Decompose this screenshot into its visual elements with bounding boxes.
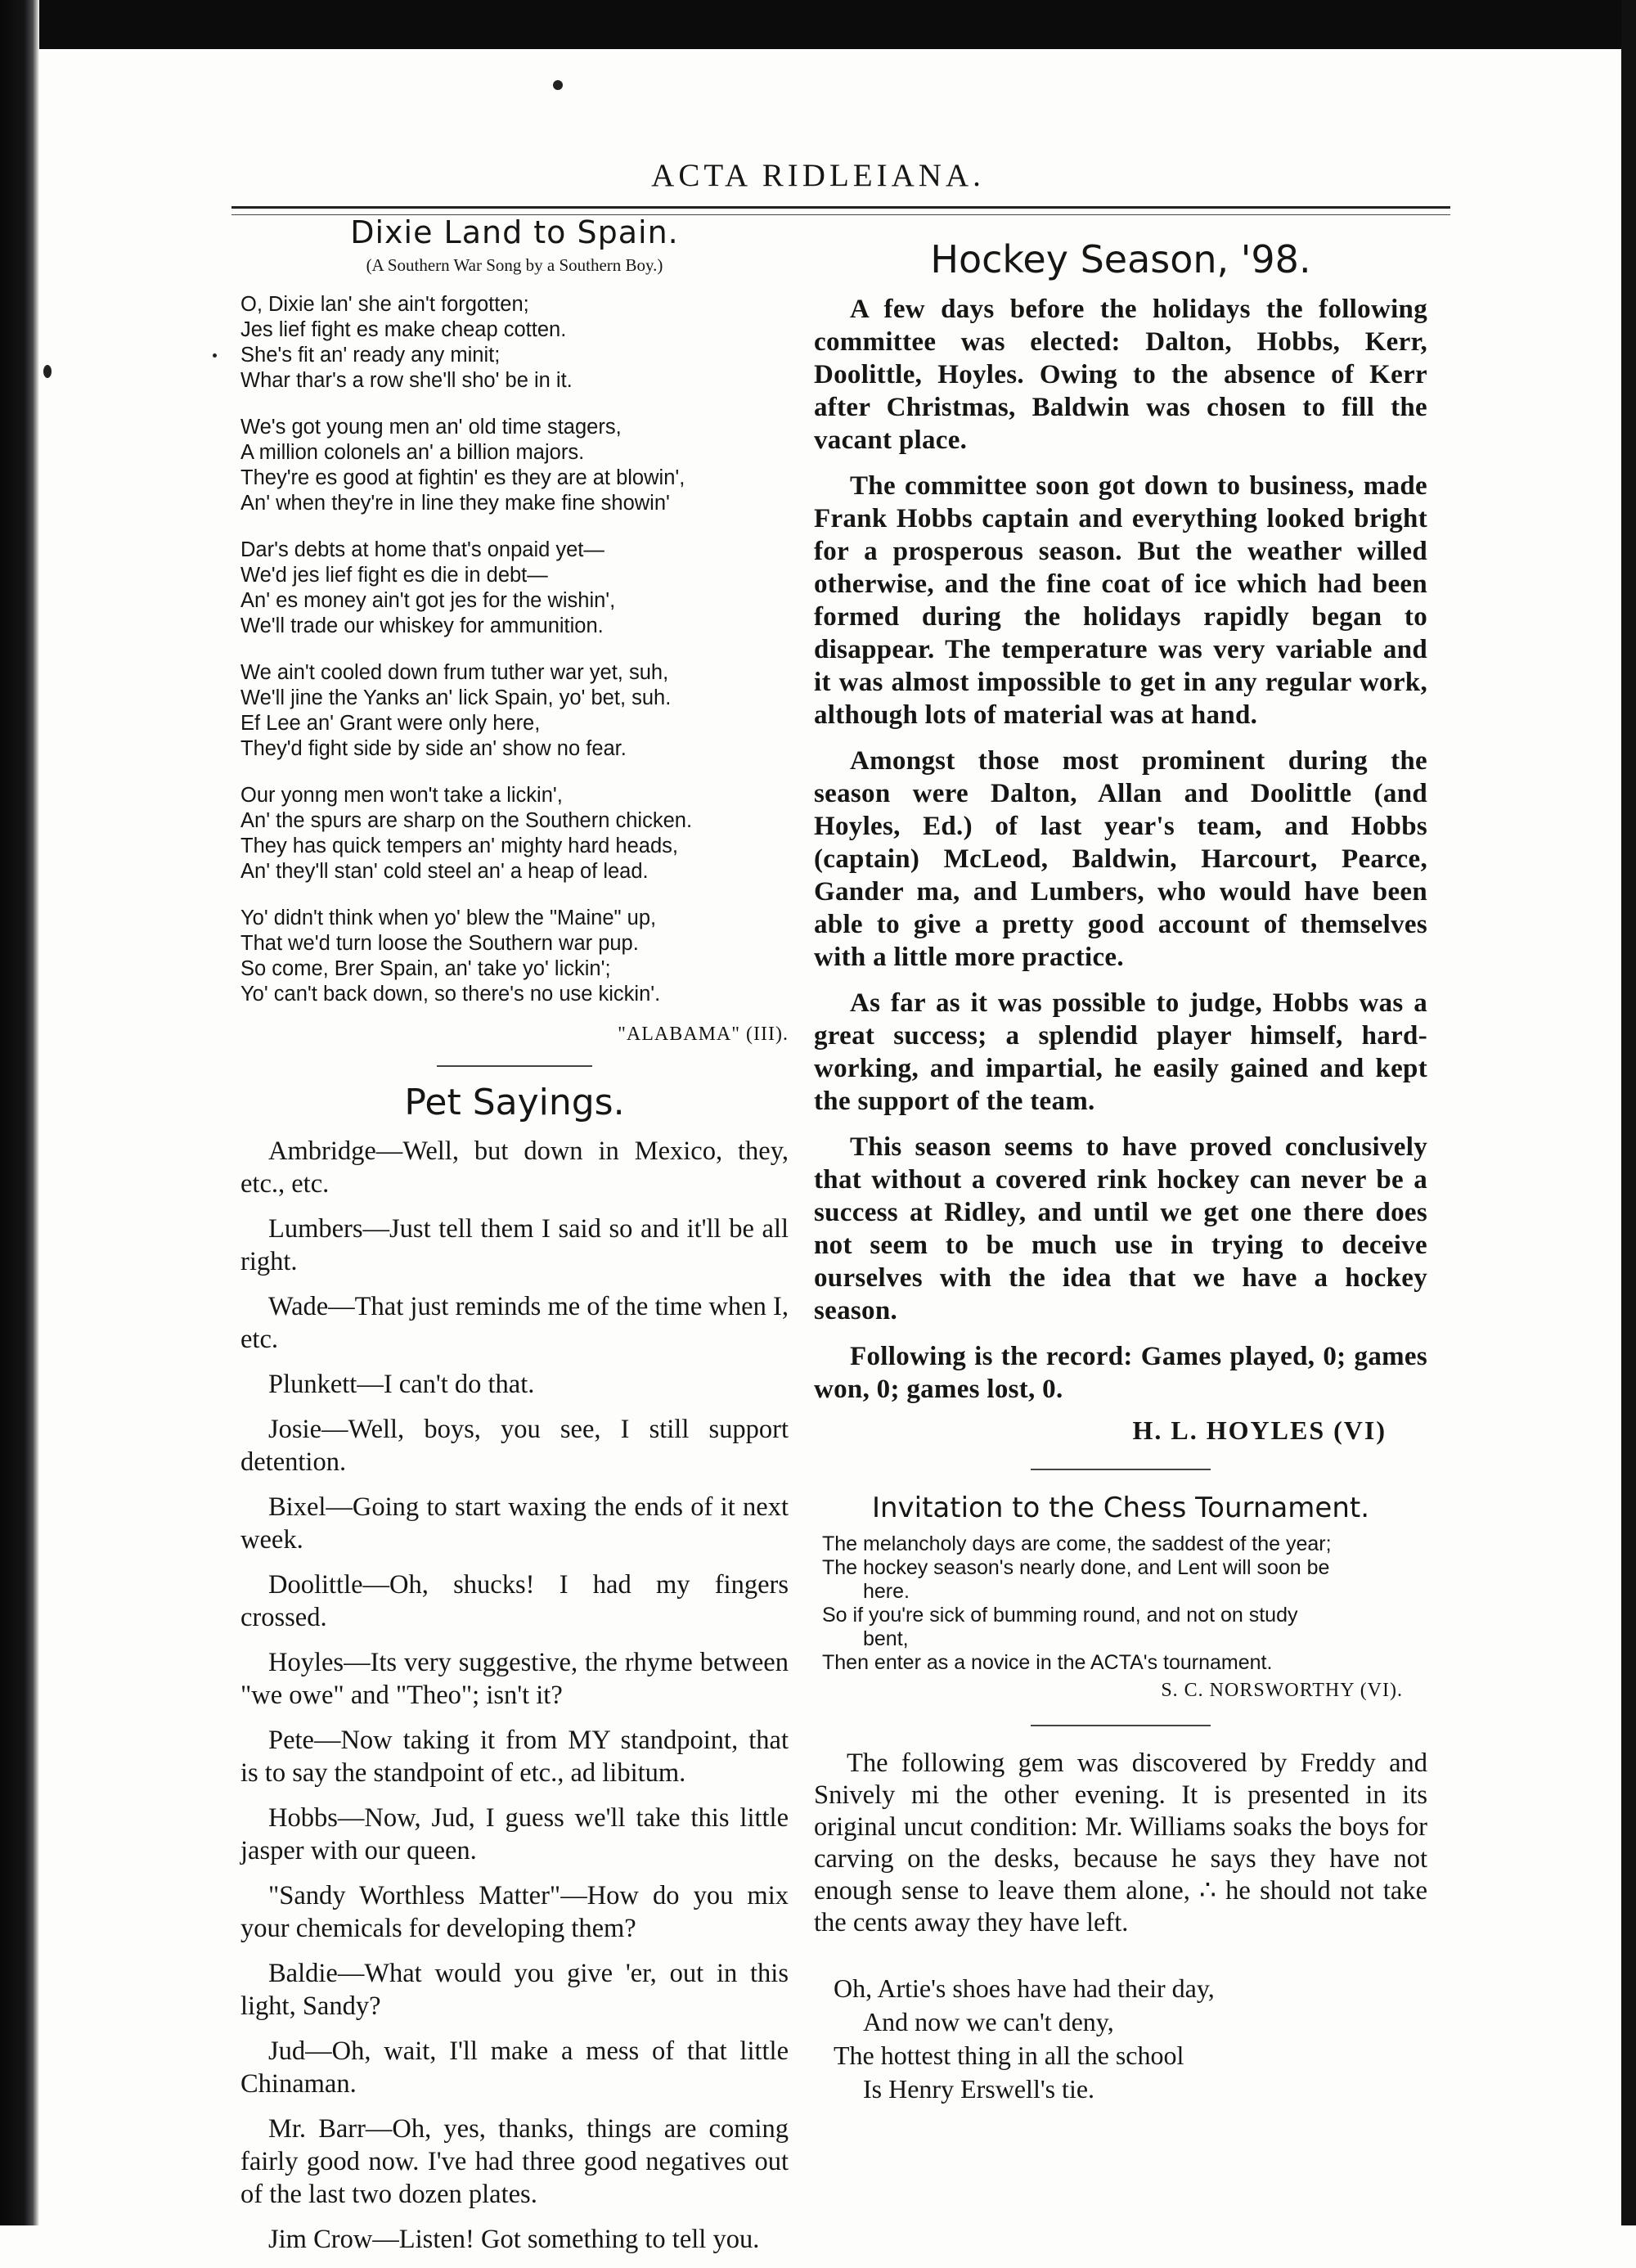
verse-line: O, Dixie lan' she ain't forgotten; (240, 293, 529, 316)
running-head: ACTA RIDLEIANA. (651, 158, 985, 193)
poem-line: The hottest thing in all the school (834, 2041, 1184, 2070)
hockey-paragraph: The committee soon got down to business, made Frank Hobbs captain and everything looked bright for a prosperous season. But the weather willed otherwise, and the fine coat of ice which had been formed during the holidays rapidly began to disappear. The temperature was very variable and it was almost impossible to get in any regular work, although lots of material was at hand. (814, 471, 1427, 730)
hockey-article (814, 293, 1427, 1406)
header-rule (231, 206, 1450, 209)
verse-line: They has quick tempers an' mighty hard heads, (240, 835, 678, 857)
gem-paragraph: The following gem was discovered by Freddy and Snively mi the other evening. It is presented in its original uncut condition: Mr. Williams soaks the boys for carving on the desks, because he says they have not enough sense to leave them alone, ∴ he should not take the cents away they have left. (814, 1748, 1427, 1937)
scan-border-right (1621, 0, 1636, 2225)
hockey-paragraph: As far as it was possible to judge, Hobbs was a great success; a splendid player himself, hard-working, and impartial, he easily gained and kept the support of the team. (814, 988, 1427, 1116)
pet-saying: Mr. Barr—Oh, yes, thanks, things are coming fairly good now. I've had three good negatives out of the last two dozen plates. (240, 2114, 789, 2209)
pet-saying: Bixel—Going to start waxing the ends of it next week. (240, 1492, 789, 1555)
verse-line: We'd jes lief fight es die in debt— (240, 564, 548, 587)
dixie-stanza (240, 906, 789, 1007)
verse-line: Yo' didn't think when yo' blew the "Maine" up, (240, 907, 657, 929)
verse-line: They'd fight side by side an' show no fear. (240, 737, 627, 760)
verse-line: Ef Lee an' Grant were only here, (240, 712, 541, 735)
pet-saying: Wade—That just reminds me of the time when I, etc. (240, 1292, 789, 1354)
verse-line: An' es money ain't got jes for the wishin', (240, 589, 616, 612)
pet-saying: Lumbers—Just tell them I said so and it'll be all right. (240, 1214, 789, 1276)
dixie-stanza (240, 783, 789, 884)
dixie-poem (240, 292, 789, 1007)
pet-saying: "Sandy Worthless Matter"—How do you mix your chemicals for developing them? (240, 1881, 789, 1943)
section-divider (437, 1065, 592, 1067)
verse-line: So come, Brer Spain, an' take yo' lickin'; (240, 957, 611, 980)
poem-line: Is Henry Erswell's tie. (863, 2074, 1095, 2104)
section-divider (1031, 1725, 1211, 1726)
scan-border-left (0, 0, 39, 2225)
scan-speck (43, 365, 52, 378)
pet-sayings-list (240, 1135, 789, 2256)
verse-line: here. (863, 1580, 910, 1603)
verse-line: Dar's debts at home that's onpaid yet— (240, 538, 605, 561)
scan-speck (553, 80, 563, 90)
pet-saying: Doolittle—Oh, shucks! I had my fingers crossed. (240, 1570, 789, 1632)
verse-line: We's got young men an' old time stagers, (240, 416, 622, 439)
hockey-paragraph: This season seems to have proved conclusively that without a covered rink hockey can never be a success at Ridley, and until we get one there does not seem to be much use in trying to deceive ourselves with the idea that we have a hockey season. (814, 1132, 1427, 1325)
dixie-stanza (240, 292, 789, 394)
verse-line: We ain't cooled down frum tuther war yet, suh, (240, 661, 669, 684)
pet-saying: Jim Crow—Listen! Got something to tell you. (268, 2225, 760, 2254)
verse-line: She's fit an' ready any minit; (240, 344, 501, 367)
verse-line: Whar thar's a row she'll sho' be in it. (240, 369, 573, 392)
hockey-title: Hockey Season, '98. (930, 237, 1311, 281)
pet-saying: Baldie—What would you give 'er, out in this light, Sandy? (240, 1959, 789, 2021)
poem-line: And now we can't deny, (863, 2007, 1114, 2036)
pet-saying: Hoyles—Its very suggestive, the rhyme between "we owe" and "Theo"; isn't it? (240, 1648, 789, 1710)
section-divider (1031, 1469, 1211, 1470)
hockey-paragraph: Following is the record: Games played, 0; games won, 0; games lost, 0. (814, 1342, 1427, 1404)
dixie-signature: "ALABAMA" (III). (618, 1024, 789, 1045)
pet-saying: Jud—Oh, wait, I'll make a mess of that little Chinaman. (240, 2036, 789, 2099)
verse-line: An' when they're in line they make fine showin' (240, 492, 670, 515)
dixie-stanza (240, 415, 789, 516)
scan-border-top (0, 0, 1636, 49)
pet-sayings-title: Pet Sayings. (404, 1082, 625, 1123)
chess-signature: S. C. NORSWORTHY (VI). (1161, 1680, 1403, 1701)
dixie-stanza (240, 660, 789, 762)
verse-line: So if you're sick of bumming round, and not on study (822, 1604, 1298, 1627)
dixie-title: Dixie Land to Spain. (350, 214, 679, 250)
poem-line: Oh, Artie's shoes have had their day, (834, 1973, 1215, 2003)
chess-title: Invitation to the Chess Tournament. (871, 1492, 1370, 1524)
verse-line: That we'd turn loose the Southern war pup. (240, 932, 639, 955)
verse-line: An' they'll stan' cold steel an' a heap of lead. (240, 860, 649, 883)
verse-line: The hockey season's nearly done, and Lent will soon be (822, 1556, 1330, 1579)
verse-line: They're es good at fightin' es they are at blowin', (240, 466, 685, 489)
verse-line: Yo' can't back down, so there's no use kickin'. (240, 983, 661, 1006)
scan-speck (213, 353, 217, 358)
right-column (814, 237, 1427, 2106)
hockey-paragraph: Amongst those most prominent during the season were Dalton, Allan and Doolittle (and Hoyles, Ed.) of last year's team, and Hobbs (captain) McLeod, Baldwin, Harcourt, Pearce, Gander ma, and Lumbers, who would have been able to give a pretty good account of themselves with a little more practice. (814, 746, 1427, 972)
left-column (240, 214, 789, 2268)
pet-saying: Pete—Now taking it from MY standpoint, that is to say the standpoint of etc., ad libitum. (240, 1726, 789, 1788)
verse-line: Then enter as a novice in the ACTA's tournament. (822, 1651, 1273, 1674)
pet-saying: Hobbs—Now, Jud, I guess we'll take this little jasper with our queen. (240, 1803, 789, 1865)
verse-line: bent, (863, 1627, 909, 1650)
dixie-subtitle: (A Southern War Song by a Southern Boy.) (366, 255, 663, 275)
verse-line: We'll trade our whiskey for ammunition. (240, 614, 604, 637)
hockey-author: H. L. HOYLES (VI) (1132, 1415, 1387, 1445)
verse-line: The melancholy days are come, the saddest of the year; (822, 1532, 1332, 1555)
pet-saying: Plunkett—I can't do that. (268, 1370, 535, 1399)
pet-saying: Ambridge—Well, but down in Mexico, they, etc., etc. (240, 1136, 789, 1199)
dixie-stanza (240, 538, 789, 639)
pet-saying: Josie—Well, boys, you see, I still support detention. (240, 1415, 789, 1477)
gem-poem (834, 1972, 1427, 2106)
verse-line: A million colonels an' a billion majors. (240, 441, 585, 464)
verse-line: Jes lief fight es make cheap cotten. (240, 318, 567, 341)
hockey-paragraph: A few days before the holidays the following committee was elected: Dalton, Hobbs, Kerr, Doolittle, Hoyles. Owing to the absence of Kerr after Christmas, Baldwin was chosen to fill the vacant place. (814, 295, 1427, 455)
verse-line: Our yonng men won't take a lickin', (240, 784, 563, 807)
chess-verse (814, 1532, 1427, 1675)
verse-line: An' the spurs are sharp on the Southern chicken. (240, 809, 693, 832)
verse-line: We'll jine the Yanks an' lick Spain, yo' bet, suh. (240, 686, 672, 709)
